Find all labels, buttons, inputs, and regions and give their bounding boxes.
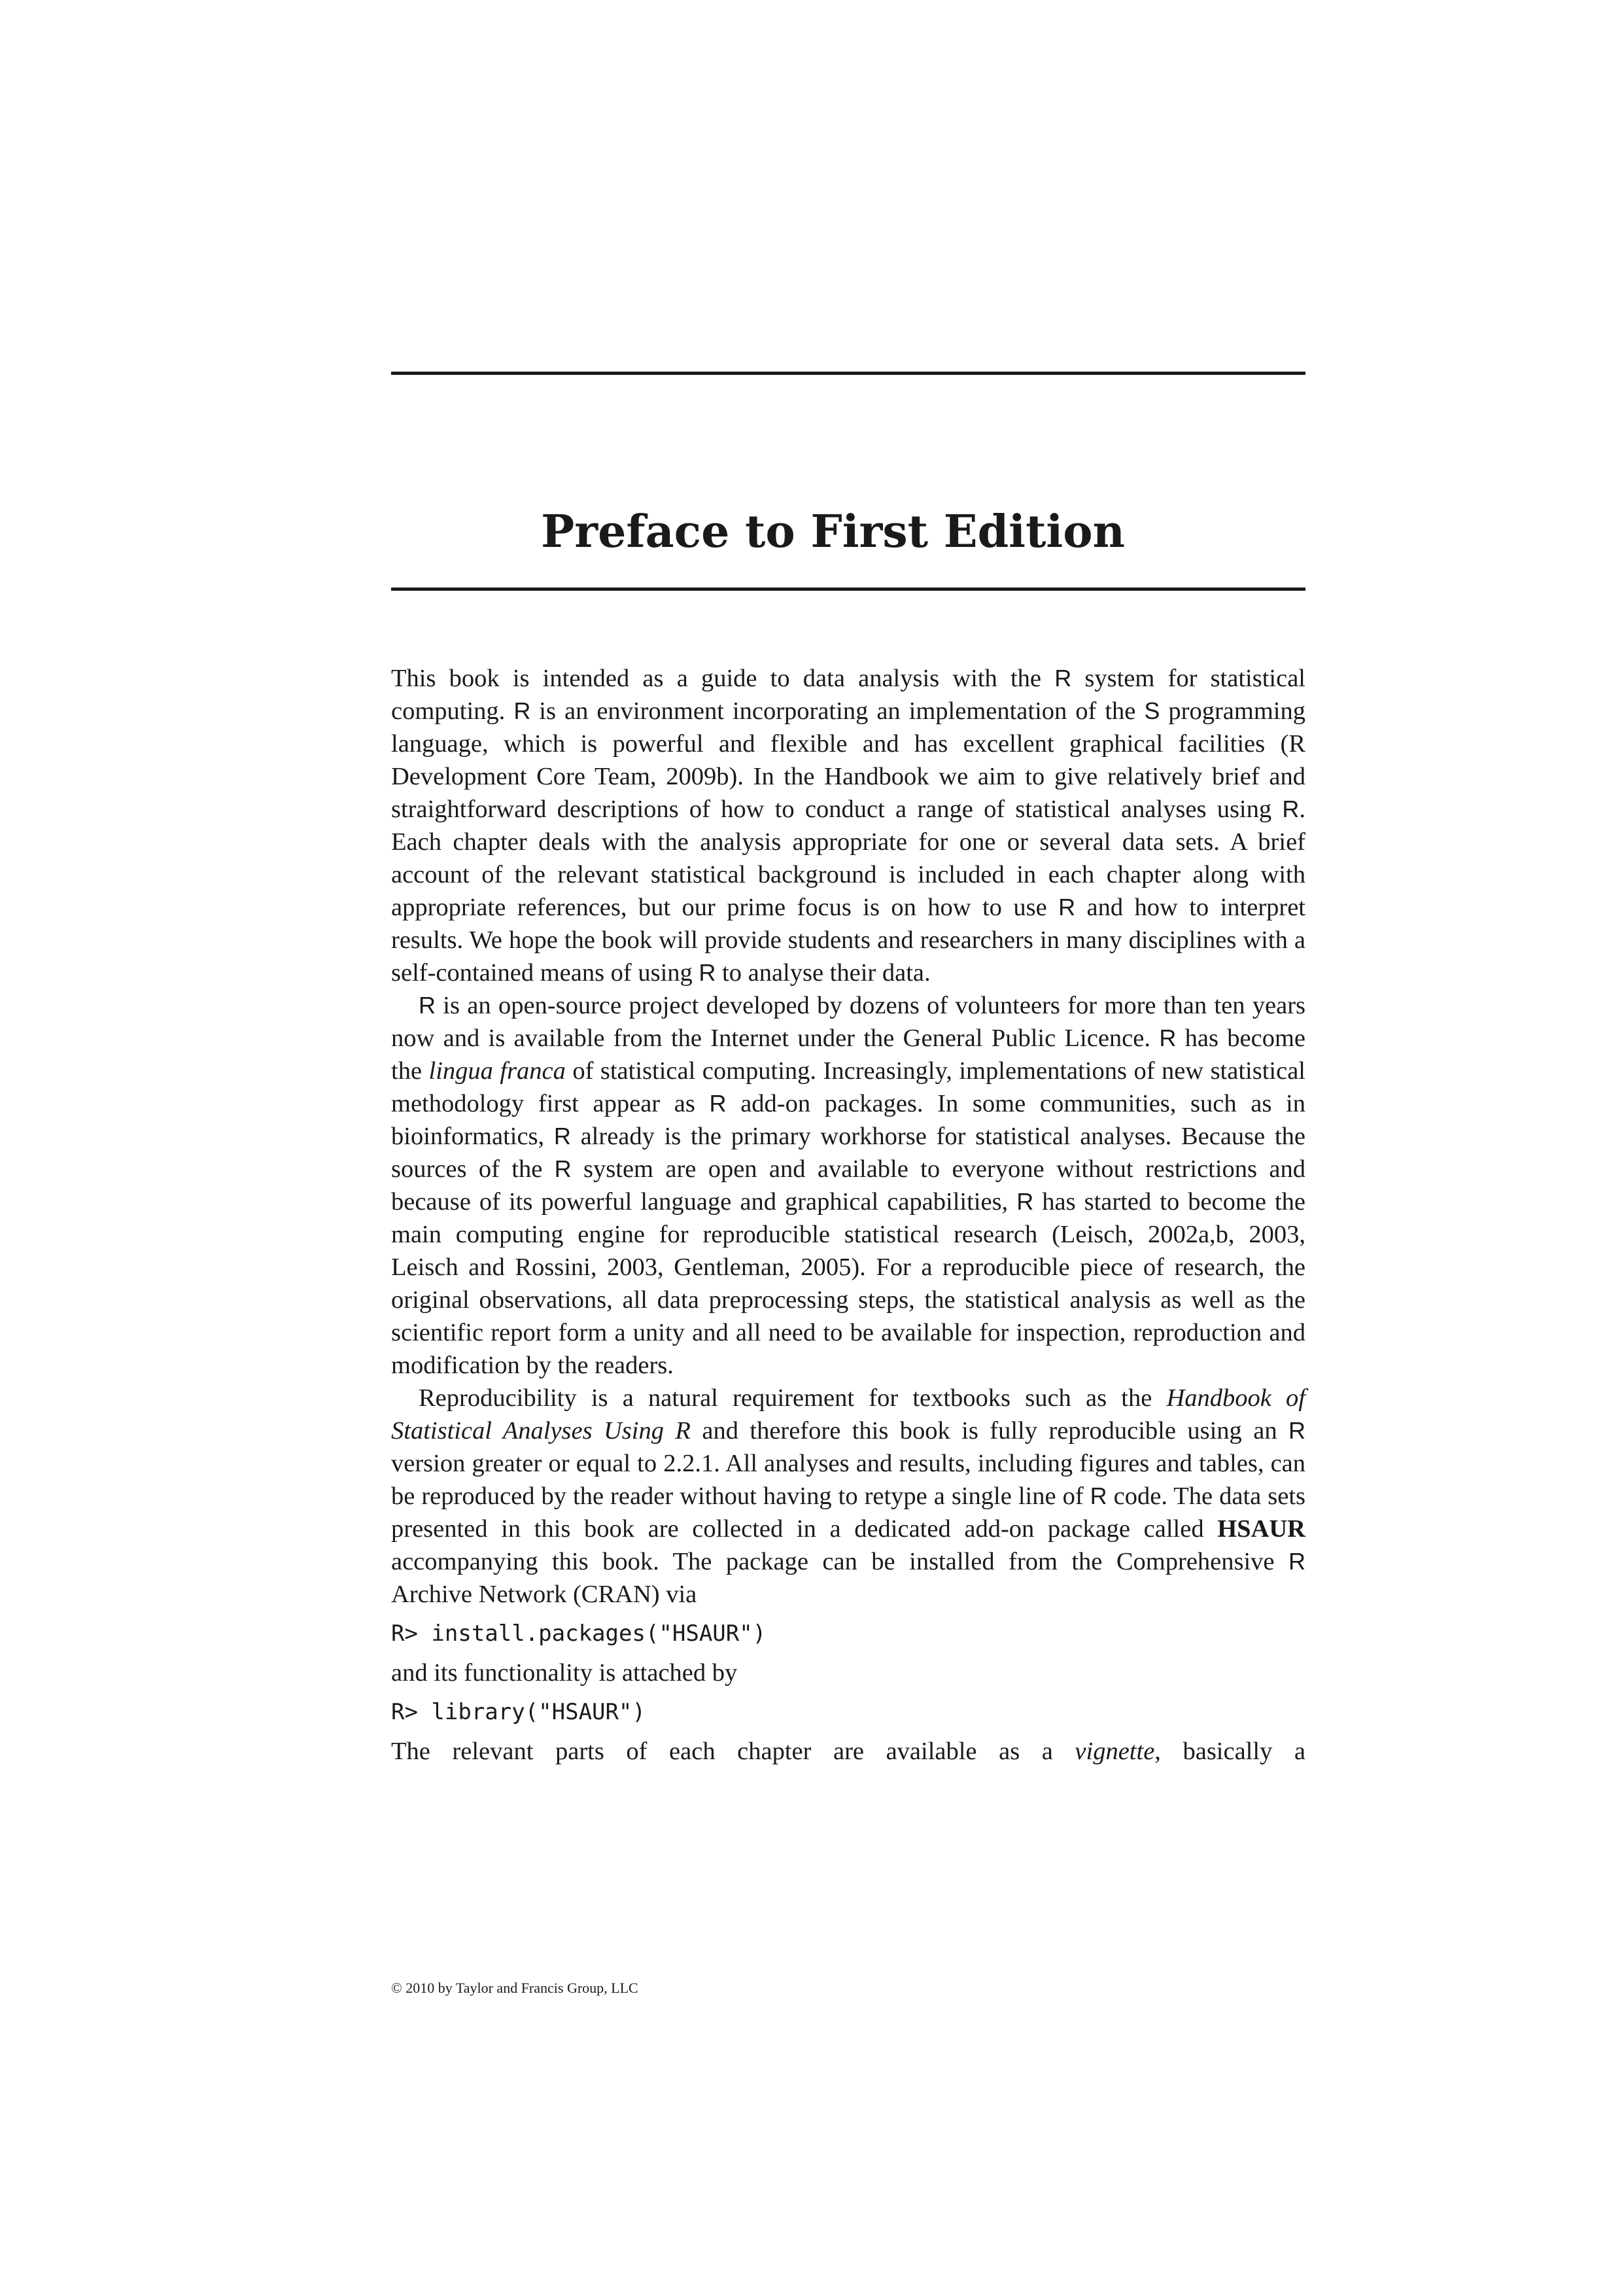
r-name: R [553, 1123, 571, 1149]
code-install [391, 1617, 1305, 1650]
paragraph-2 [391, 989, 1305, 1382]
chapter-title: Preface to First Edition [541, 506, 1125, 558]
s-name: S [1144, 697, 1160, 724]
r-name: R [699, 959, 716, 986]
text-run: Archive Network (CRAN) via [391, 1581, 697, 1608]
text-run: is an open-source project developed by dozens of volunteers for more than ten years now and is available from the Internet under the General Public Licence. [391, 992, 1305, 1052]
r-name: R [1288, 1548, 1305, 1575]
text-run: of statistical computing. Increasingly, implementations of new statistical methodology first appear as [391, 1057, 1305, 1117]
bottom-rule [391, 587, 1305, 591]
text-run: , basically a [1154, 1738, 1305, 1765]
connecting-text: and its functionality is attached by [391, 1659, 738, 1687]
text-run: accompanying this book. The package can be installed from the Comprehensive [391, 1548, 1288, 1575]
code-command: install.packages("HSAUR") [417, 1621, 767, 1647]
code-command: library("HSAUR") [417, 1699, 646, 1725]
code-library [391, 1696, 1305, 1728]
text-run: has become the [391, 1025, 1305, 1085]
text-run: system for statistical computing. [391, 665, 1305, 725]
r-name: R [1159, 1025, 1177, 1051]
text-run: The relevant parts of each chapter are available as a [391, 1738, 1075, 1765]
body-text [391, 662, 1305, 1768]
text-run: and how to interpret results. We hope the book will provide students and researchers in many disciplines with a self-contained means of using [391, 894, 1305, 987]
text-run: has started to become the main computing engine for reproducible statistical research (Leisch, 2002a,b, 2003, Leisch and Rossini, 2003, Gentleman, 2005). For a reproducible piece of research, the original observations, all data preprocessing steps, the statistical analysis as well as the scientific report form a unity and all need to be available for inspection, reproduction and modification by the readers. [391, 1188, 1305, 1379]
text-run: programming language, which is powerful and flexible and has excellent graphical facilities (R Development Core Team, 2009b). In the Handbook we aim to give relatively brief and straightforward descriptions of how to conduct a range of statistical analyses using [391, 697, 1305, 823]
text-run: code. The data sets presented in this book are collected in a dedicated add-on package called [391, 1482, 1306, 1543]
paragraph-4 [391, 1735, 1305, 1768]
code-prompt: R> [391, 1621, 418, 1647]
code-prompt: R> [391, 1699, 418, 1725]
text-run: Reproducibility is a natural requirement for textbooks such as the [419, 1384, 1167, 1412]
r-name: R [1054, 665, 1072, 692]
r-name: R [1288, 1417, 1305, 1444]
top-rule [391, 372, 1305, 375]
text-run: is an environment incorporating an implementation of the [530, 697, 1145, 725]
text-run: to analyse their data. [716, 959, 931, 987]
emphasis-vignette: vignette [1075, 1738, 1155, 1765]
r-name: R [1058, 894, 1076, 920]
r-name: R [709, 1090, 727, 1117]
text-run: . Each chapter deals with the analysis appropriate for one or several data sets. A brief account of the relevant statistical background is included in each chapter along with appropriate references, but our prime focus is on how to use [391, 796, 1305, 921]
text-run: This book is intended as a guide to data analysis with the [391, 665, 1055, 692]
r-name: R [1090, 1482, 1107, 1509]
r-name: R [1282, 796, 1300, 822]
book-title-emphasis: Handbook of Statistical Analyses Using R [391, 1384, 1305, 1445]
copyright-footer: © 2010 by Taylor and Francis Group, LLC [391, 1980, 638, 1996]
paragraph-3 [391, 1382, 1305, 1611]
text-run: already is the primary workhorse for statistical analyses. Because the sources of the [391, 1123, 1305, 1183]
emphasis-lingua-franca: lingua franca [428, 1057, 566, 1085]
r-name: R [1016, 1188, 1034, 1215]
text-run: version greater or equal to 2.2.1. All analyses and results, including figures and tables, can be reproduced by the reader without having to retype a single line of [391, 1450, 1305, 1510]
text-run: system are open and available to everyone without restrictions and because of its powerful language and graphical capabilities, [391, 1155, 1305, 1216]
text-run: and therefore this book is fully reproducible using an [690, 1417, 1288, 1445]
r-name: R [419, 992, 436, 1019]
text-run: add-on packages. In some communities, such as in bioinformatics, [391, 1090, 1305, 1150]
package-name-hsaur: HSAUR [1217, 1515, 1305, 1543]
paragraph-1 [391, 662, 1305, 989]
r-name: R [554, 1155, 572, 1182]
r-name: R [513, 697, 531, 724]
